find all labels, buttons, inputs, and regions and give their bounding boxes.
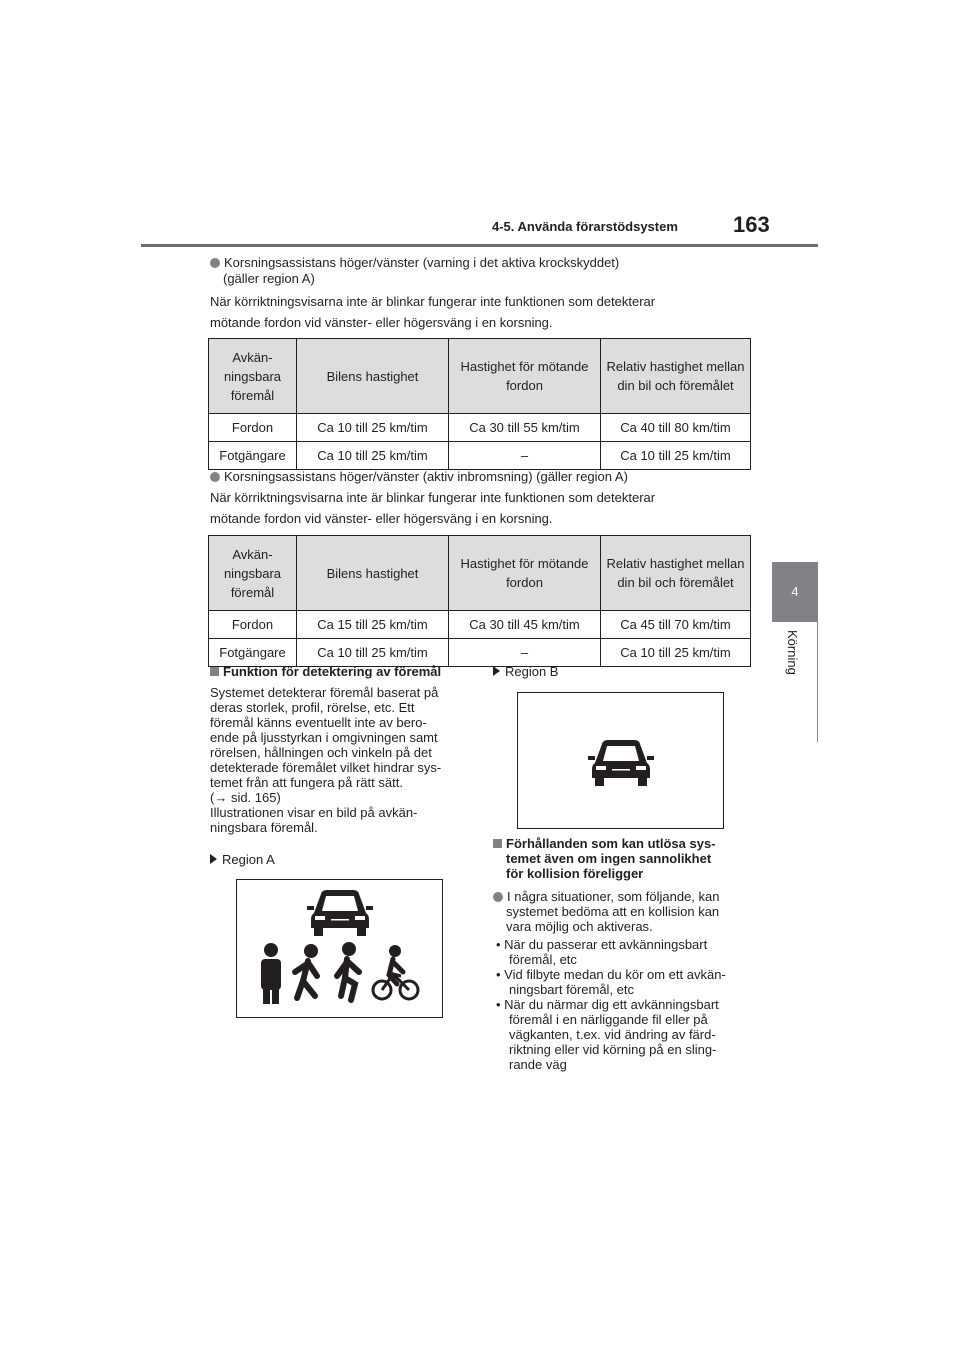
car-icon [307, 890, 373, 936]
table-row [209, 414, 751, 442]
table-cell: Fordon [209, 611, 297, 639]
page-number: 163 [733, 212, 770, 237]
table-cell: Fordon [209, 414, 297, 442]
heading-detection: Funktion för detektering av föremål [210, 664, 441, 679]
heading-conditions: Förhållanden som kan utlösa sys- temet även om ingen sannolikhet för kollision föreligger [493, 836, 763, 881]
cyclist-icon [373, 945, 418, 999]
table-cell: Ca 30 till 45 km/tim [449, 611, 601, 639]
list-item: • När du närmar dig ett avkänningsbart föremål i en närliggande fil eller på vägkanten, t.ex. vid ändring av färd- riktning eller vid körning på en sling- rande väg [496, 997, 719, 1072]
conditions-list [496, 937, 766, 1072]
paragraph-line: mötande fordon vid vänster- eller högersväng i en korsning. [210, 511, 553, 526]
column-header: Bilens hastighet [297, 339, 449, 414]
table-cell: Ca 10 till 25 km/tim [297, 442, 449, 470]
bullet-dot-icon [493, 892, 503, 902]
speed-table-braking [208, 535, 751, 667]
bullet-intersection-warning: Korsningsassistans höger/vänster (varning i det aktiva krockskyddet) [210, 255, 619, 270]
column-header: Hastighet för mötande fordon [449, 339, 601, 414]
bullet-intersection-braking: Korsningsassistans höger/vänster (aktiv inbromsning) (gäller region A) [210, 469, 628, 484]
bullet-dot-icon [210, 472, 220, 482]
table-row [209, 442, 751, 470]
chapter-tab-rule [817, 622, 818, 742]
table-cell: Ca 40 till 80 km/tim [601, 414, 751, 442]
square-bullet-icon [493, 839, 502, 848]
table-cell: Ca 10 till 25 km/tim [601, 639, 751, 667]
column-header: Avkän-ningsbara föremål [209, 536, 297, 611]
table-cell: Fotgängare [209, 639, 297, 667]
paragraph-line: När körriktningsvisarna inte är blinkar fungerar inte funktionen som detekterar [210, 490, 656, 505]
detection-paragraph: Systemet detekterar föremål baserat på deras storlek, profil, rörelse, etc. Ett föremål känns eventuellt inte av bero- ende på ljusstyrkan i omgivningen samt rörelsen, hållningen och vinkeln på det detekterade föremålet vilket hindrar sys- temet från att fungera på rätt sätt. (→ sid. 165) Illustrationen visar en bild på avkän- ningsbara föremål. [210, 685, 480, 835]
table-cell: Fotgängare [209, 442, 297, 470]
column-header: Bilens hastighet [297, 536, 449, 611]
table-cell: Ca 30 till 55 km/tim [449, 414, 601, 442]
speed-table-warning [208, 338, 751, 470]
bullet-region-note: (gäller region A) [223, 271, 315, 286]
table-cell: – [449, 442, 601, 470]
bullet-dot-icon [210, 258, 220, 268]
table-cell: Ca 10 till 25 km/tim [601, 442, 751, 470]
table-cell: Ca 10 till 25 km/tim [297, 414, 449, 442]
table-cell: Ca 10 till 25 km/tim [297, 639, 449, 667]
table-row [209, 611, 751, 639]
table-row [209, 639, 751, 667]
triangle-bullet-icon [210, 854, 217, 864]
conditions-bullet: I några situationer, som följande, kan systemet bedöma att en kollision kan vara möjlig och aktiveras. [493, 889, 763, 934]
list-item: • Vid filbyte medan du kör om ett avkän- ningsbart föremål, etc [496, 967, 726, 997]
table-cell: – [449, 639, 601, 667]
column-header: Hastighet för mötande fordon [449, 536, 601, 611]
section-title: 4-5. Använda förarstödsystem [492, 219, 678, 234]
pedestrian-standing-icon [261, 943, 281, 1004]
page-reference[interactable]: (→ sid. 165) [210, 790, 281, 805]
region-a-label: Region A [210, 852, 275, 867]
paragraph-line: mötande fordon vid vänster- eller högersväng i en korsning. [210, 315, 553, 330]
square-bullet-icon [210, 667, 219, 676]
region-a-illustration [236, 879, 443, 1018]
region-b-illustration [517, 692, 724, 829]
pedestrian-running-icon [337, 942, 359, 1000]
chapter-tab[interactable]: 4 [772, 562, 818, 622]
column-header: Relativ hastighet mellan din bil och föremålet [601, 536, 751, 611]
table-cell: Ca 45 till 70 km/tim [601, 611, 751, 639]
column-header: Avkän-ningsbara föremål [209, 339, 297, 414]
header-rule [141, 244, 818, 247]
car-icon [588, 740, 654, 786]
list-item: • När du passerar ett avkänningsbart föremål, etc [496, 937, 708, 967]
chapter-label: Körning [785, 630, 800, 675]
paragraph-line: När körriktningsvisarna inte är blinkar fungerar inte funktionen som detekterar [210, 294, 656, 309]
pedestrian-walking-icon [295, 944, 318, 998]
triangle-bullet-icon [493, 666, 500, 676]
table-cell: Ca 15 till 25 km/tim [297, 611, 449, 639]
region-b-label: Region B [493, 664, 558, 679]
column-header: Relativ hastighet mellan din bil och föremålet [601, 339, 751, 414]
